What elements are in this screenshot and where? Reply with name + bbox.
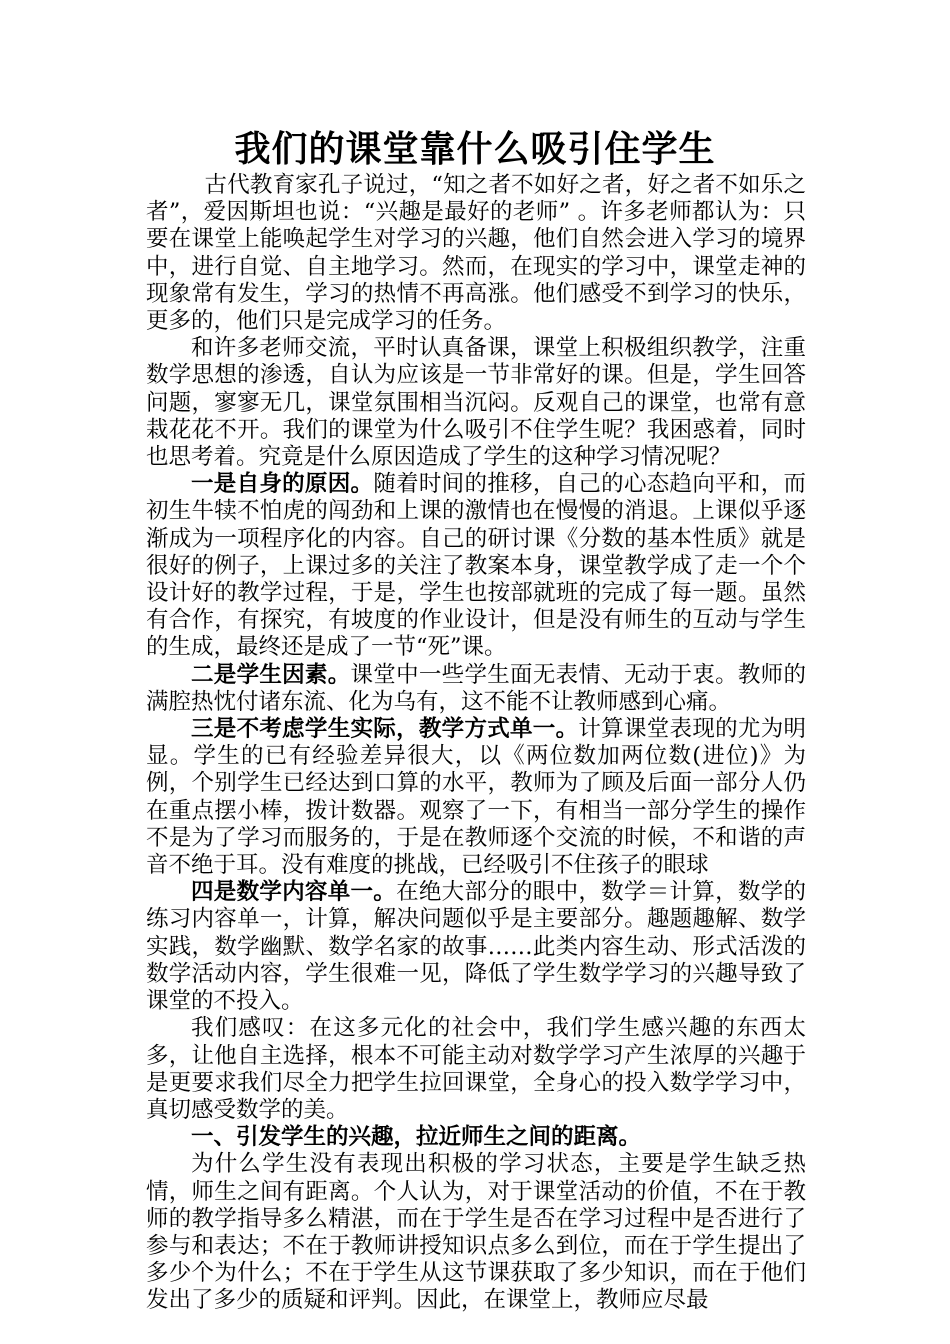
paragraph-text: 我们感叹：在这多元化的社会中，我们学生感兴趣的东西太多，让他自主选择，根本不可能主动对数学学习产生浓厚的兴趣于是更要求我们尽全力把学生拉回课堂，全身心的投入数学学习中，真切感受数学的美。 bbox=[146, 1015, 806, 1123]
paragraph-2 bbox=[146, 335, 806, 471]
paragraph-7 bbox=[146, 1015, 806, 1124]
paragraph-4 bbox=[146, 662, 806, 716]
paragraph-5 bbox=[146, 716, 806, 879]
paragraph-8 bbox=[146, 1151, 806, 1314]
paragraph-lead: 二是学生因素。 bbox=[191, 661, 351, 688]
paragraph-lead: 一是自身的原因。 bbox=[191, 471, 374, 498]
paragraph-text: 古代教育家孔子说过，“知之者不如好之者，好之者不如乐之者”，爱因斯坦也说：“兴趣是最好的老师” 。许多老师都认为：只要在课堂上能唤起学生对学习的兴趣，他们自然会进入学习的境界中，进行自觉、自主地学习。然而，在现实的学习中，课堂走神的现象常有发生，学习的热情不再高涨。他们感受不到学习的快乐，更多的，他们只是完成学习的任务。 bbox=[146, 172, 806, 335]
paragraph-1 bbox=[146, 172, 806, 335]
paragraph-lead: 四是数学内容单一。 bbox=[191, 879, 397, 906]
section-heading-1 bbox=[146, 1124, 806, 1151]
paragraph-3 bbox=[146, 471, 806, 661]
paragraph-text: 在绝大部分的眼中，数学＝计算，数学的练习内容单一，计算，解决问题似乎是主要部分。趣题趣解、数学实践，数学幽默、数学名家的故事……此类内容生动、形式活泼的数学活动内容，学生很难一见，降低了学生数学学习的兴趣导致了课堂的不投入。 bbox=[146, 879, 806, 1015]
document-body bbox=[146, 172, 806, 1315]
paragraph-6 bbox=[146, 879, 806, 1015]
paragraph-text: 计算课堂表现的尤为明显。学生的已有经验差异很大，以《两位数加两位数(进位)》为例，个别学生已经达到口算的水平，教师为了顾及后面一部分人仍在重点摆小棒，拨计数器。观察了一下，有相当一部分学生的操作不是为了学习而服务的，于是在教师逐个交流的时候，不和谐的声音不绝于耳。没有难度的挑战，已经吸引不住孩子的眼球 bbox=[146, 716, 806, 879]
section-heading-text: 一、引发学生的兴趣，拉近师生之间的距离。 bbox=[191, 1124, 642, 1151]
paragraph-lead: 三是不考虑学生实际，教学方式单一。 bbox=[191, 716, 579, 743]
paragraph-text: 和许多老师交流，平时认真备课，课堂上积极组织教学，注重数学思想的渗透，自认为应该是一节非常好的课。但是，学生回答问题，寥寥无几，课堂氛围相当沉闷。反观自己的课堂，也常有意栽花花不开。我们的课堂为什么吸引不住学生呢？我困惑着，同时也思考着。究竟是什么原因造成了学生的这种学习情况呢？ bbox=[146, 335, 806, 471]
paragraph-text: 为什么学生没有表现出积极的学习状态，主要是学生缺乏热情，师生之间有距离。个人认为，对于课堂活动的价值，不在于教师的教学指导多么精湛，而在于学生是否在学习过程中是否进行了参与和表达；不在于教师讲授知识点多么到位，而在于学生提出了多少个为什么；不在于学生从这节课获取了多少知识，而在于他们发出了多少的质疑和评判。因此，在课堂上，教师应尽最 bbox=[146, 1151, 806, 1314]
document-title: 我们的课堂靠什么吸引住学生 bbox=[234, 128, 716, 170]
paragraph-text: 课堂中一些学生面无表情、无动于衷。教师的满腔热忱付诸东流、化为乌有，这不能不让教师感到心痛。 bbox=[146, 661, 806, 715]
paragraph-text: 随着时间的推移，自己的心态趋向平和，而初生牛犊不怕虎的闯劲和上课的激情也在慢慢的消退。上课似乎逐渐成为一项程序化的内容。自己的研讨课《分数的基本性质》就是很好的例子，上课过多的关注了教案本身，课堂教学成了走一个个设计好的教学过程，于是，学生也按部就班的完成了每一题。虽然有合作，有探究，有坡度的作业设计，但是没有师生的互动与学生的生成，最终还是成了一节“死”课。 bbox=[146, 471, 806, 661]
